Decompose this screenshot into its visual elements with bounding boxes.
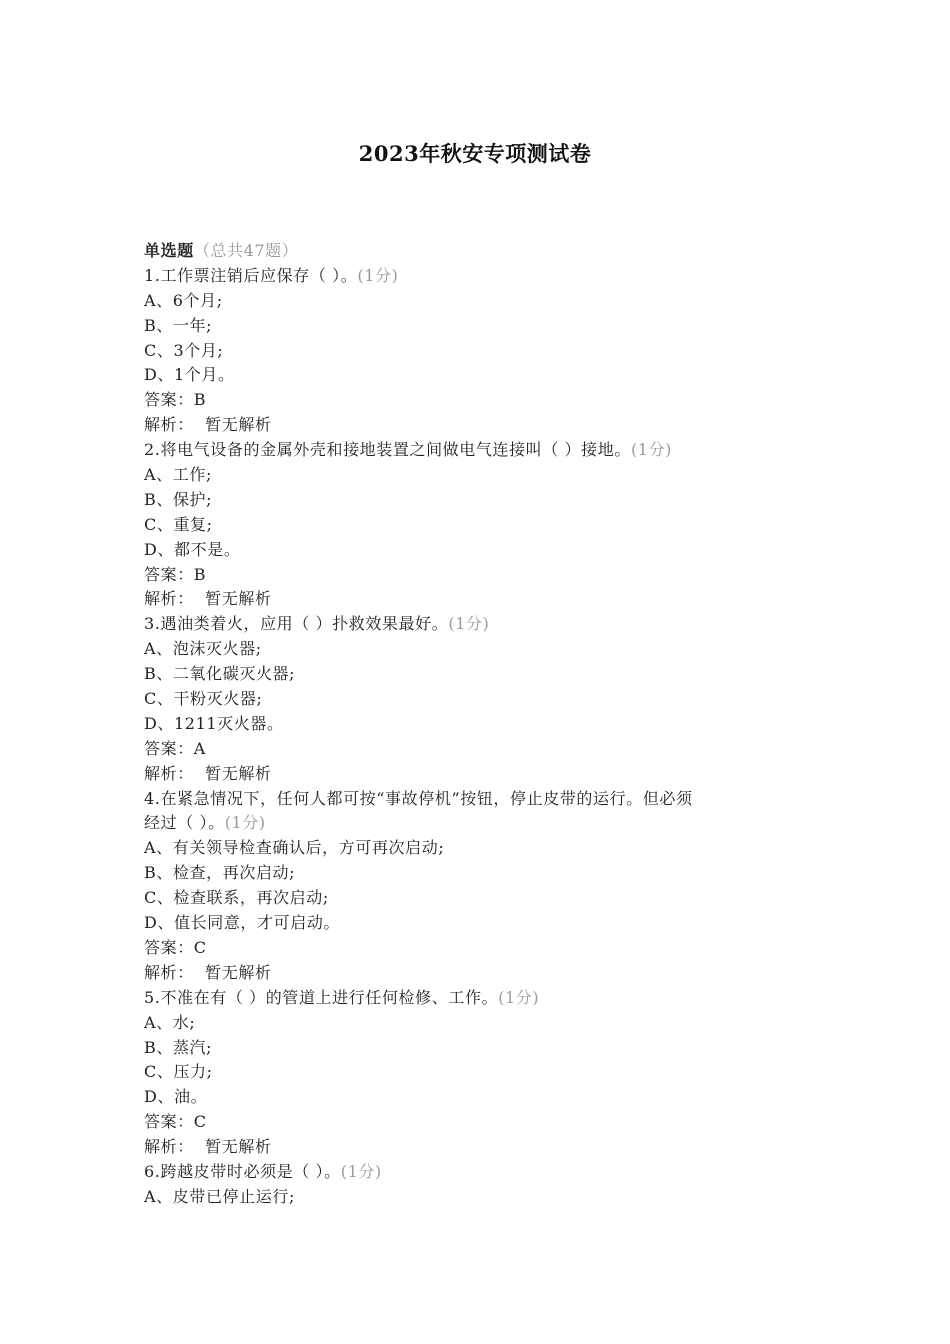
analysis-line: 解析： 暂无解析 [144,962,272,982]
question-stem: 6.跨越皮带时必须是（ ）。(1分) [144,1161,382,1181]
section-label: 单选题 [144,241,194,260]
question-list [144,239,824,1210]
option-d: D、1211灭火器。 [144,713,284,733]
option-a: A、有关领导检查确认后，方可再次启动; [144,838,445,858]
option-a: A、泡沫灭火器; [144,639,262,659]
option-c: C、干粉灭火器; [144,689,263,709]
question-stem: 3.遇油类着火，应用（ ）扑救效果最好。(1分) [144,614,490,634]
option-d: D、油。 [144,1087,208,1107]
question-score: (1分) [224,813,266,833]
question-stem: 4.在紧急情况下，任何人都可按“事故停机”按钮，停止皮带的运行。但必须 [144,788,693,808]
question-score: (1分) [630,440,673,460]
option-d: D、都不是。 [144,539,241,559]
answer-line: 答案：A [144,738,206,758]
analysis-line: 解析： 暂无解析 [144,415,272,435]
question-stem: 2.将电气设备的金属外壳和接地装置之间做电气连接叫（ ）接地。(1分) [144,440,673,460]
page-title: 2023年秋安专项测试卷 [358,141,592,166]
question-score: (1分) [340,1161,382,1181]
answer-line: 答案：B [144,390,207,410]
option-c: C、重复; [144,514,213,534]
question-stem: 5.不准在有（ ）的管道上进行任何检修、工作。(1分) [144,987,540,1007]
section-count: （总共47题） [193,241,299,260]
answer-line: 答案：C [144,1112,207,1132]
question-score: (1分) [498,987,540,1007]
answer-line: 答案：B [144,564,207,584]
option-b: B、蒸汽; [144,1037,213,1057]
option-a: A、6个月; [144,290,223,310]
question-score: (1分) [448,614,490,634]
option-a: A、皮带已停止运行; [144,1186,295,1206]
option-d: D、值长同意，才可启动。 [144,913,341,933]
section-header [144,239,824,264]
option-b: B、二氧化碳灭火器; [144,664,296,684]
option-c: C、压力; [144,1062,213,1082]
question-stem-continued: 经过（ ）。(1分) [144,813,266,833]
option-c: C、3个月; [144,340,224,360]
analysis-line: 解析： 暂无解析 [144,763,272,783]
option-c: C、检查联系，再次启动; [144,888,329,908]
option-b: B、保护; [144,489,213,509]
answer-line: 答案：C [144,937,207,957]
question-stem: 1.工作票注销后应保存（ ）。(1分) [144,265,399,285]
option-a: A、工作; [144,465,212,485]
option-b: B、检查，再次启动; [144,863,296,883]
analysis-line: 解析： 暂无解析 [144,1137,272,1157]
analysis-line: 解析： 暂无解析 [144,589,272,609]
question-score: (1分) [357,265,399,285]
option-d: D、1个月。 [144,365,235,385]
option-b: B、一年; [144,315,213,335]
option-a: A、水; [144,1012,196,1032]
